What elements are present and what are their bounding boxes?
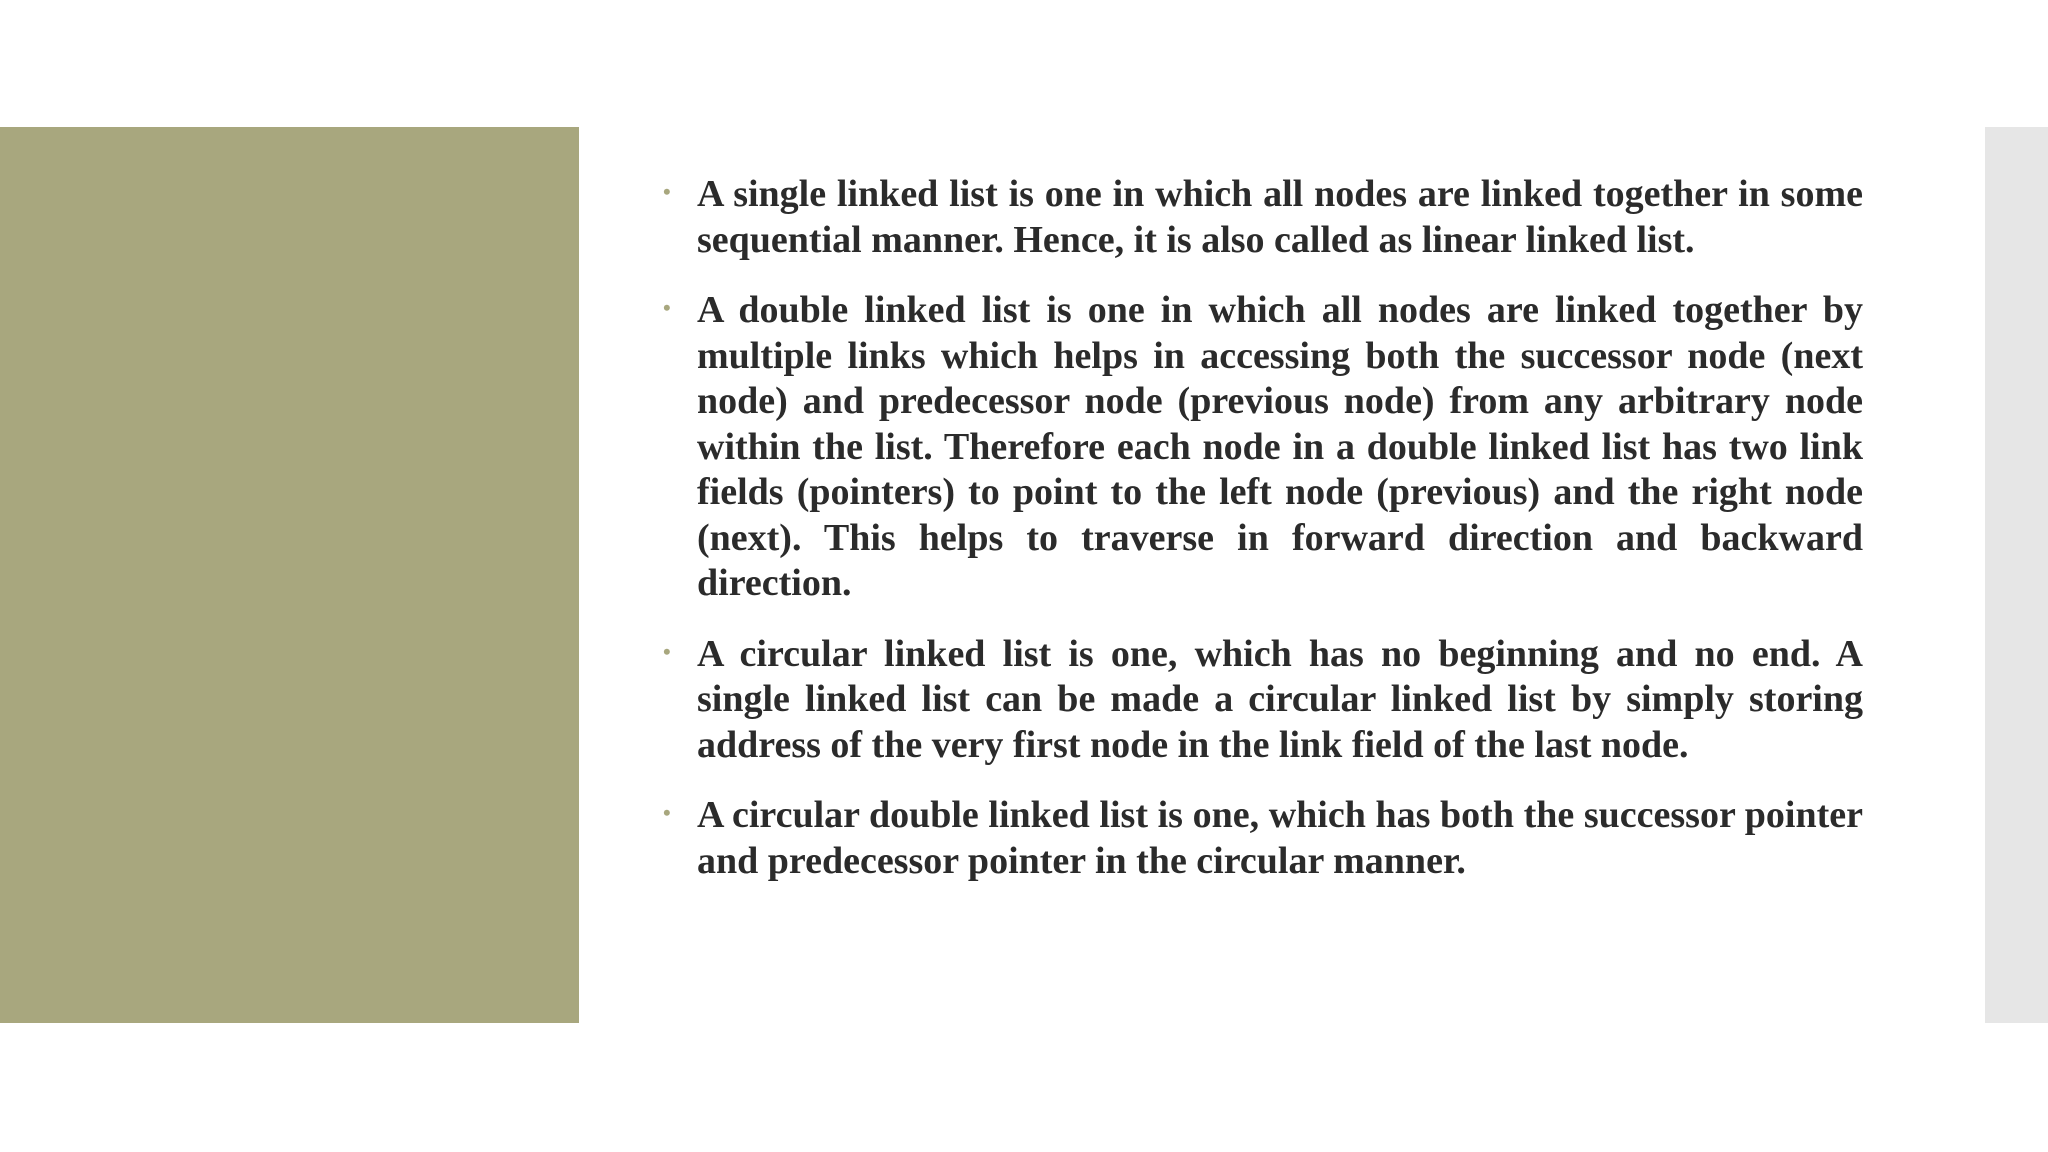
bullet-list	[663, 172, 1863, 884]
accent-panel	[0, 127, 579, 1023]
bullet-dot-icon: •	[663, 179, 671, 204]
bullet-item	[663, 288, 1863, 607]
bullet-item	[663, 172, 1863, 263]
bullet-dot-icon: •	[663, 295, 671, 320]
bullet-text: A circular linked list is one, which has no beginning and no end. A single linked list can be made a circular linked list by simply storing address of the very first node in the link field of the last node.	[697, 632, 1863, 766]
bullet-dot-icon: •	[663, 638, 671, 664]
slide-content	[663, 172, 1863, 909]
bullet-text: A circular double linked list is one, which has both the successor pointer and predecessor pointer in the circular manner.	[697, 794, 1863, 882]
side-strip	[1985, 127, 2048, 1023]
bullet-text: A double linked list is one in which all nodes are linked together by multiple links which helps in accessing both the successor node (next node) and predecessor node (previous node) from any arbitrary node within the list. Therefore each node in a double linked list has two link fields (pointers) to point to the left node (previous) and the right node (next). This helps to traverse in forward direction and backward direction.	[697, 289, 1863, 604]
bullet-item	[663, 632, 1863, 769]
bullet-text: A single linked list is one in which all nodes are linked together in some sequential manner. Hence, it is also called as linear linked list.	[697, 173, 1863, 261]
bullet-dot-icon: •	[663, 800, 671, 825]
bullet-item	[663, 793, 1863, 884]
